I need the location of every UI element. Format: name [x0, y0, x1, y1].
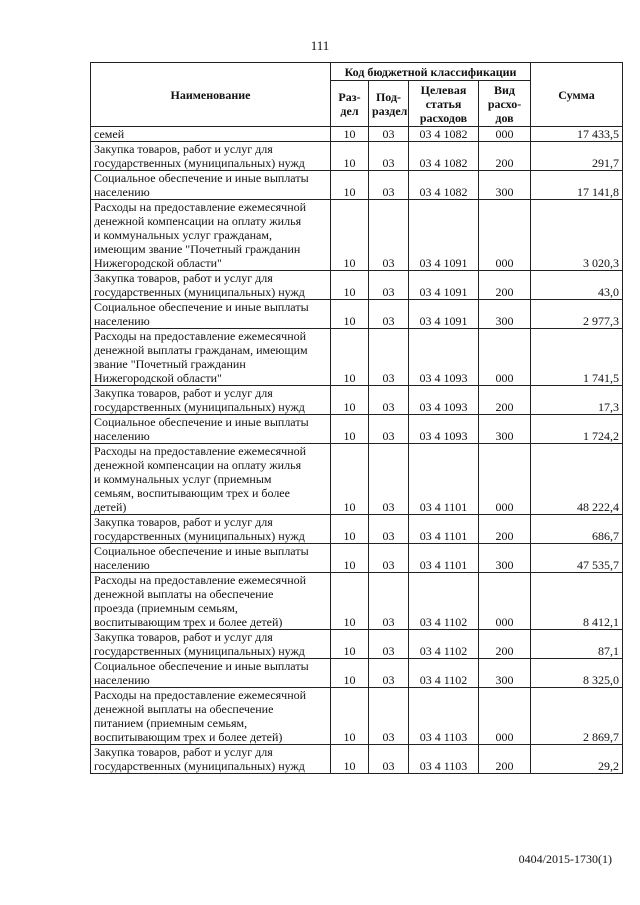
table-body	[91, 127, 623, 774]
table-row	[91, 271, 623, 300]
row-razdel: 10	[331, 515, 369, 544]
row-podrazdel: 03	[369, 630, 409, 659]
row-razdel: 10	[331, 745, 369, 774]
table-row	[91, 300, 623, 329]
row-name: Закупка товаров, работ и услуг для государственных (муниципальных) нужд	[91, 142, 331, 171]
row-name: Закупка товаров, работ и услуг для государственных (муниципальных) нужд	[91, 515, 331, 544]
row-name: Закупка товаров, работ и услуг для государственных (муниципальных) нужд	[91, 386, 331, 415]
row-name: Социальное обеспечение и иные выплаты населению	[91, 171, 331, 200]
row-razdel: 10	[331, 444, 369, 515]
row-podrazdel: 03	[369, 573, 409, 630]
row-razdel: 10	[331, 329, 369, 386]
row-razdel: 10	[331, 386, 369, 415]
row-razdel: 10	[331, 127, 369, 142]
row-sum: 3 020,3	[531, 200, 623, 271]
table-row	[91, 573, 623, 630]
row-target-article: 03 4 1102	[409, 630, 479, 659]
row-razdel: 10	[331, 142, 369, 171]
row-razdel: 10	[331, 630, 369, 659]
row-expense-type: 000	[479, 200, 531, 271]
row-target-article: 03 4 1103	[409, 745, 479, 774]
row-razdel: 10	[331, 544, 369, 573]
row-expense-type: 000	[479, 444, 531, 515]
row-podrazdel: 03	[369, 127, 409, 142]
row-target-article: 03 4 1102	[409, 573, 479, 630]
row-sum: 17 141,8	[531, 171, 623, 200]
row-podrazdel: 03	[369, 444, 409, 515]
row-sum: 8 325,0	[531, 659, 623, 688]
row-sum: 43,0	[531, 271, 623, 300]
row-name: Закупка товаров, работ и услуг для государственных (муниципальных) нужд	[91, 745, 331, 774]
row-razdel: 10	[331, 573, 369, 630]
row-podrazdel: 03	[369, 659, 409, 688]
table-row	[91, 745, 623, 774]
row-sum: 2 977,3	[531, 300, 623, 329]
row-expense-type: 200	[479, 745, 531, 774]
row-razdel: 10	[331, 659, 369, 688]
row-target-article: 03 4 1091	[409, 300, 479, 329]
table-header	[91, 63, 623, 127]
row-expense-type: 000	[479, 127, 531, 142]
row-sum: 1 724,2	[531, 415, 623, 444]
row-target-article: 03 4 1091	[409, 271, 479, 300]
row-sum: 1 741,5	[531, 329, 623, 386]
table-row	[91, 386, 623, 415]
table-row	[91, 171, 623, 200]
row-sum: 686,7	[531, 515, 623, 544]
row-name: Расходы на предоставление ежемесячной денежной компенсации на оплату жилья и коммунальных услуг гражданам, имеющим звание "Почетный гражданин Нижегородской области"	[91, 200, 331, 271]
row-sum: 2 869,7	[531, 688, 623, 745]
document-code: 0404/2015-1730(1)	[518, 852, 612, 866]
row-target-article: 03 4 1101	[409, 544, 479, 573]
table-row	[91, 415, 623, 444]
page-number: 111	[310, 38, 330, 53]
row-podrazdel: 03	[369, 745, 409, 774]
row-expense-type: 200	[479, 142, 531, 171]
row-expense-type: 300	[479, 171, 531, 200]
row-name: Расходы на предоставление ежемесячной денежной выплаты на обеспечение проезда (приемным семьям, воспитывающим трех и более детей)	[91, 573, 331, 630]
table-row	[91, 630, 623, 659]
row-podrazdel: 03	[369, 142, 409, 171]
row-name: Закупка товаров, работ и услуг для государственных (муниципальных) нужд	[91, 271, 331, 300]
row-expense-type: 000	[479, 688, 531, 745]
row-podrazdel: 03	[369, 688, 409, 745]
row-expense-type: 300	[479, 544, 531, 573]
header-name: Наименование	[91, 63, 331, 127]
header-target-article: Целевая статья расходов	[409, 81, 479, 127]
table-row	[91, 200, 623, 271]
row-sum: 17 433,5	[531, 127, 623, 142]
header-sum: Сумма	[531, 63, 623, 127]
row-sum: 291,7	[531, 142, 623, 171]
row-target-article: 03 4 1093	[409, 329, 479, 386]
row-podrazdel: 03	[369, 544, 409, 573]
row-target-article: 03 4 1082	[409, 142, 479, 171]
row-target-article: 03 4 1101	[409, 444, 479, 515]
row-sum: 29,2	[531, 745, 623, 774]
row-expense-type: 300	[479, 659, 531, 688]
table-row	[91, 659, 623, 688]
row-name: семей	[91, 127, 331, 142]
row-target-article: 03 4 1082	[409, 171, 479, 200]
row-name: Расходы на предоставление ежемесячной денежной выплаты на обеспечение питанием (приемным семьям, воспитывающим трех и более детей)	[91, 688, 331, 745]
row-razdel: 10	[331, 688, 369, 745]
row-expense-type: 300	[479, 300, 531, 329]
table-row	[91, 444, 623, 515]
table-row	[91, 515, 623, 544]
row-expense-type: 200	[479, 271, 531, 300]
row-target-article: 03 4 1103	[409, 688, 479, 745]
row-name: Социальное обеспечение и иные выплаты населению	[91, 300, 331, 329]
row-podrazdel: 03	[369, 329, 409, 386]
row-name: Закупка товаров, работ и услуг для государственных (муниципальных) нужд	[91, 630, 331, 659]
row-sum: 17,3	[531, 386, 623, 415]
row-name: Социальное обеспечение и иные выплаты населению	[91, 415, 331, 444]
row-expense-type: 200	[479, 630, 531, 659]
table-row	[91, 142, 623, 171]
row-name: Расходы на предоставление ежемесячной денежной компенсации на оплату жилья и коммунальных услуг (приемным семьям, воспитывающим трех и более детей)	[91, 444, 331, 515]
row-expense-type: 000	[479, 573, 531, 630]
row-razdel: 10	[331, 171, 369, 200]
row-sum: 47 535,7	[531, 544, 623, 573]
row-podrazdel: 03	[369, 171, 409, 200]
row-target-article: 03 4 1093	[409, 386, 479, 415]
row-podrazdel: 03	[369, 415, 409, 444]
row-podrazdel: 03	[369, 515, 409, 544]
table-row	[91, 127, 623, 142]
row-target-article: 03 4 1093	[409, 415, 479, 444]
row-expense-type: 200	[479, 515, 531, 544]
header-expense-type: Вид расхо- дов	[479, 81, 531, 127]
row-podrazdel: 03	[369, 200, 409, 271]
row-sum: 48 222,4	[531, 444, 623, 515]
table-row	[91, 544, 623, 573]
header-classification-group: Код бюджетной классификации	[331, 63, 531, 81]
row-name: Расходы на предоставление ежемесячной денежной выплаты гражданам, имеющим звание "Почетный гражданин Нижегородской области"	[91, 329, 331, 386]
row-target-article: 03 4 1082	[409, 127, 479, 142]
row-razdel: 10	[331, 415, 369, 444]
row-podrazdel: 03	[369, 386, 409, 415]
row-podrazdel: 03	[369, 300, 409, 329]
budget-table	[90, 62, 623, 774]
row-name: Социальное обеспечение и иные выплаты населению	[91, 659, 331, 688]
row-sum: 8 412,1	[531, 573, 623, 630]
row-razdel: 10	[331, 200, 369, 271]
table-row	[91, 329, 623, 386]
row-expense-type: 000	[479, 329, 531, 386]
row-expense-type: 200	[479, 386, 531, 415]
table-row	[91, 688, 623, 745]
row-target-article: 03 4 1091	[409, 200, 479, 271]
row-target-article: 03 4 1101	[409, 515, 479, 544]
header-razdel: Раз- дел	[331, 81, 369, 127]
row-target-article: 03 4 1102	[409, 659, 479, 688]
row-sum: 87,1	[531, 630, 623, 659]
row-podrazdel: 03	[369, 271, 409, 300]
row-razdel: 10	[331, 300, 369, 329]
row-name: Социальное обеспечение и иные выплаты населению	[91, 544, 331, 573]
row-razdel: 10	[331, 271, 369, 300]
row-expense-type: 300	[479, 415, 531, 444]
header-podrazdel: Под- раздел	[369, 81, 409, 127]
